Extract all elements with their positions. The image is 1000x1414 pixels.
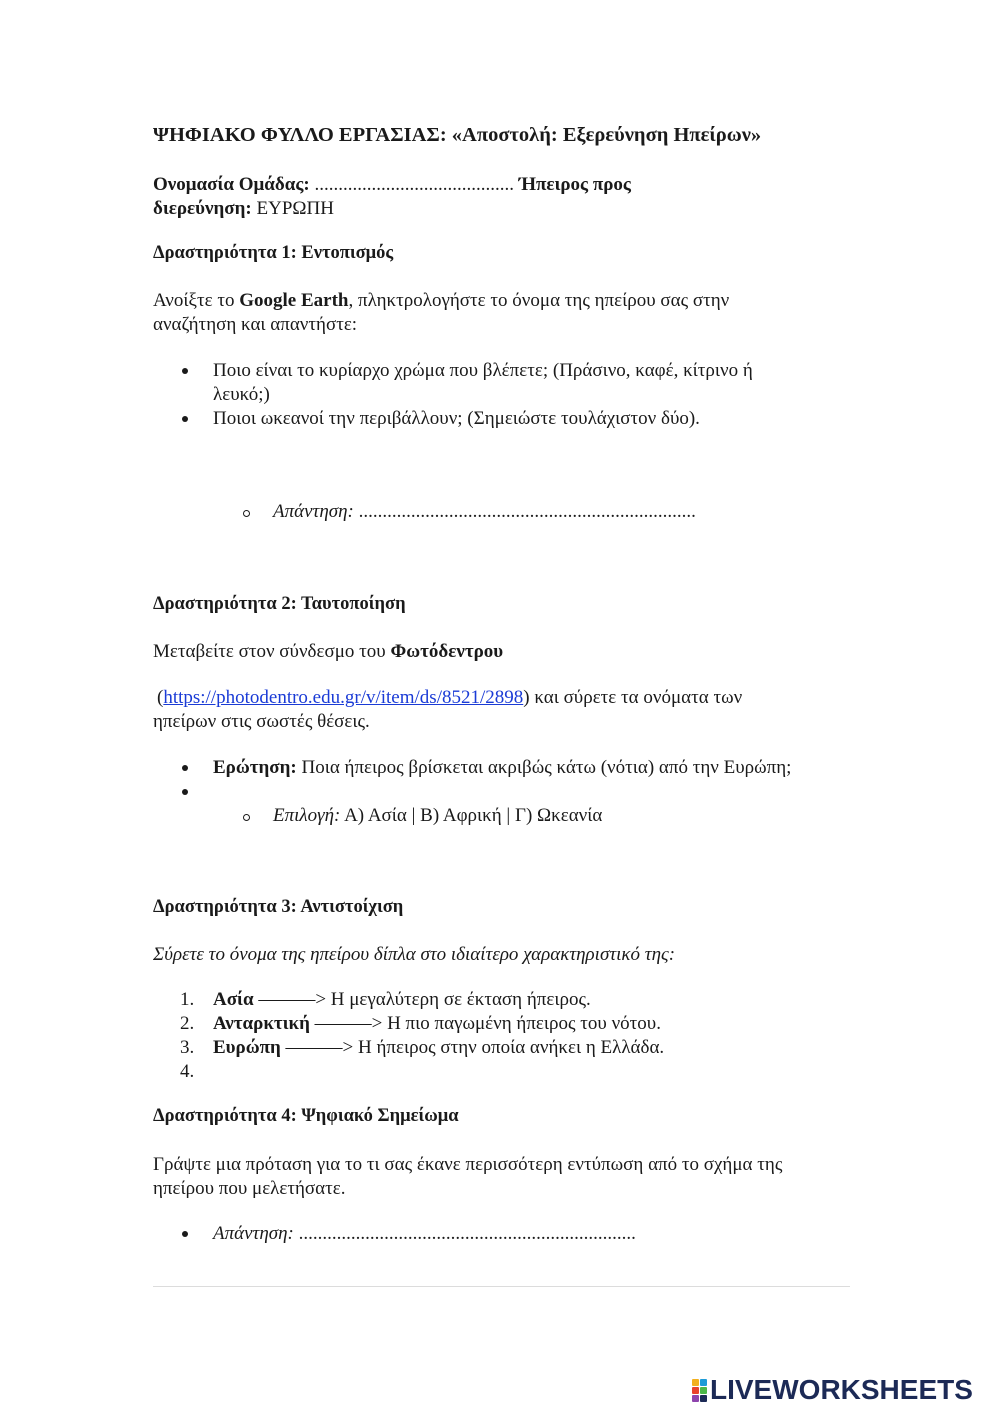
group-name-label: Ονομασία Ομάδας:: [153, 174, 310, 195]
activity2-link-row: [157, 686, 742, 710]
logo-square: [692, 1395, 699, 1402]
continent-name[interactable]: Ασία: [213, 989, 254, 1010]
item-number: 2.: [180, 1013, 195, 1034]
footer-divider: [153, 1286, 850, 1287]
activity1-intro-rest: , πληκτρολογήστε το όνομα της ηπείρου σας στην: [348, 290, 730, 311]
answer-label: Απάντηση:: [273, 501, 354, 522]
item-number: 4.: [180, 1061, 195, 1082]
continent-label: Ήπειρος προς: [518, 174, 631, 195]
continent-label-cont: διερεύνηση:: [153, 198, 252, 219]
list-item: [153, 804, 853, 828]
activity1-intro-line2: αναζήτηση και απαντήστε:: [153, 314, 358, 335]
activity1-intro-text: Ανοίξτε το: [153, 290, 235, 311]
photodentro-link[interactable]: https://photodentro.edu.gr/v/item/ds/8521/2898: [163, 687, 524, 708]
circle-bullet-icon: [243, 510, 250, 517]
feature-text: ———> Η πιο παγωμένη ήπειρος του νότου.: [309, 1013, 661, 1034]
question-2: Ποιοι ωκεανοί την περιβάλλουν; (Σημειώστε τουλάχιστον δύο).: [213, 408, 700, 429]
liveworksheets-logo: [692, 1375, 973, 1405]
item-number: 1.: [180, 989, 195, 1010]
continent-name[interactable]: Ανταρκτική: [213, 1013, 310, 1034]
activity1-intro: [153, 289, 729, 313]
google-earth-name: Google Earth: [239, 290, 349, 311]
bullet-icon: [182, 416, 188, 422]
answer-blank[interactable]: .......................................................................: [358, 501, 696, 522]
logo-square: [700, 1379, 707, 1386]
list-item: [153, 780, 853, 804]
activity4-answer: [153, 1222, 853, 1246]
group-name-blank[interactable]: ..........................................: [314, 174, 514, 195]
brand-name: LIVEWORKSHEETS: [710, 1374, 973, 1405]
list-item: [153, 500, 853, 524]
question-label: Ερώτηση:: [213, 757, 297, 778]
activity4-heading: Δραστηριότητα 4: Ψηφιακό Σημείωμα: [153, 1106, 459, 1126]
list-item: [153, 756, 853, 780]
activity1-heading: Δραστηριότητα 1: Εντοπισμός: [153, 243, 394, 263]
circle-bullet-icon: [243, 814, 250, 821]
logo-mark-icon: [692, 1379, 707, 1402]
bullet-icon: [182, 368, 188, 374]
continent-value: ΕΥΡΩΠΗ: [256, 198, 334, 219]
activity2-heading: Δραστηριότητα 2: Ταυτοποίηση: [153, 594, 406, 614]
activity3-instruction: Σύρετε το όνομα της ηπείρου δίπλα στο ιδιαίτερο χαρακτηριστικό της:: [153, 944, 676, 965]
feature-text: ———> Η ήπειρος στην οποία ανήκει η Ελλάδα.: [280, 1037, 665, 1058]
logo-square: [692, 1387, 699, 1394]
question-1-line1: Ποιο είναι το κυρίαρχο χρώμα που βλέπετε; (Πράσινο, καφέ, κίτρινο ή: [213, 360, 753, 381]
item-number: 3.: [180, 1037, 195, 1058]
activity3-heading: Δραστηριότητα 3: Αντιστοίχιση: [153, 897, 404, 917]
continent-name[interactable]: Ευρώπη: [213, 1037, 281, 1058]
question-text: Ποια ήπειρος βρίσκεται ακριβώς κάτω (νότια) από την Ευρώπη;: [301, 757, 792, 778]
answer-blank[interactable]: .......................................................................: [298, 1223, 636, 1244]
list-item: [153, 407, 853, 431]
activity1-answer: [153, 500, 853, 524]
bullet-icon: [182, 1231, 188, 1237]
bullet-icon: [182, 765, 188, 771]
continent-row: [153, 197, 334, 221]
activity2-link-rest: ) και σύρετε τα ονόματα των: [523, 687, 743, 708]
activity4-instruction-line1: Γράψτε μια πρόταση για το τι σας έκανε περισσότερη εντύπωση από το σχήμα της: [153, 1154, 783, 1175]
bullet-icon: [182, 789, 188, 795]
list-item: [153, 1222, 853, 1246]
activity2-link-line2: ηπείρων στις σωστές θέσεις.: [153, 711, 370, 732]
activity3-matching-list: [153, 988, 853, 1084]
activity2-questions: [153, 756, 853, 828]
activity2-intro: [153, 640, 503, 664]
answer-label: Απάντηση:: [213, 1223, 294, 1244]
activity1-questions: [153, 359, 853, 431]
choice-options[interactable]: Α) Ασία | Β) Αφρική | Γ) Ωκεανία: [344, 805, 603, 826]
choice-label: Επιλογή:: [273, 805, 341, 826]
logo-square: [692, 1379, 699, 1386]
list-item: [153, 988, 853, 1012]
logo-square: [700, 1387, 707, 1394]
list-item: [153, 1036, 853, 1060]
list-item: [153, 1012, 853, 1036]
activity2-intro-text: Μεταβείτε στον σύνδεσμο του: [153, 641, 386, 662]
logo-square: [700, 1395, 707, 1402]
paren-open: (: [157, 687, 164, 708]
group-name-row: [153, 173, 631, 197]
list-item: [153, 1060, 853, 1084]
feature-text: ———> Η μεγαλύτερη σε έκταση ήπειρος.: [253, 989, 591, 1010]
question-1-line2: λευκό;): [213, 384, 270, 405]
list-item: [153, 359, 853, 407]
photodentro-name: Φωτόδεντρου: [390, 641, 504, 662]
worksheet-title: ΨΗΦΙΑΚΟ ΦΥΛΛΟ ΕΡΓΑΣΙΑΣ: «Αποστολή: Εξερεύνηση Ηπείρων»: [153, 124, 762, 146]
activity4-instruction-line2: ηπείρου που μελετήσατε.: [153, 1178, 346, 1199]
